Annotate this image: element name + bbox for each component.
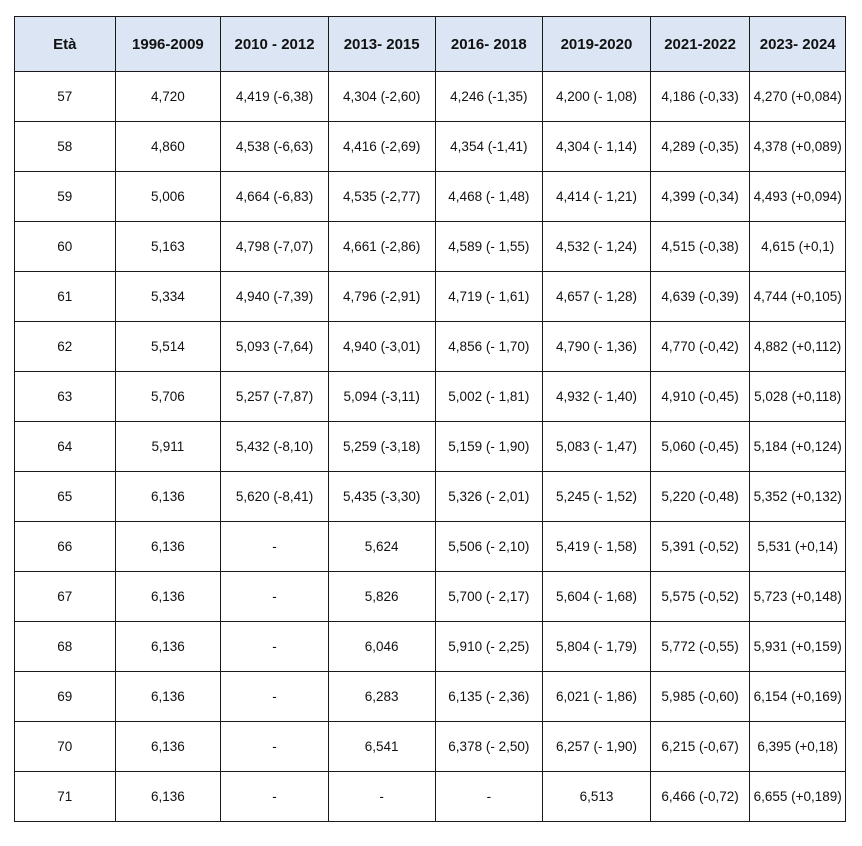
table-row bbox=[15, 722, 846, 772]
coefficient-cell: 5,432 (-8,10) bbox=[221, 422, 329, 472]
age-cell: 67 bbox=[15, 572, 116, 622]
table-row bbox=[15, 72, 846, 122]
coefficient-cell: - bbox=[221, 672, 329, 722]
coefficient-cell: - bbox=[328, 772, 435, 822]
coefficient-cell: 6,136 bbox=[115, 572, 221, 622]
header-eta: Età bbox=[15, 17, 116, 72]
coefficient-cell: 4,304 (- 1,14) bbox=[543, 122, 651, 172]
coefficient-cell: 6,154 (+0,169) bbox=[750, 672, 846, 722]
coefficient-cell: 4,399 (-0,34) bbox=[650, 172, 750, 222]
coefficient-cell: 4,354 (-1,41) bbox=[435, 122, 543, 172]
table-row bbox=[15, 672, 846, 722]
header-row bbox=[15, 17, 846, 72]
coefficient-cell: - bbox=[221, 522, 329, 572]
coefficient-cell: 5,804 (- 1,79) bbox=[543, 622, 651, 672]
coefficient-cell: 6,136 bbox=[115, 472, 221, 522]
coefficient-cell: 6,395 (+0,18) bbox=[750, 722, 846, 772]
coefficient-cell: 4,639 (-0,39) bbox=[650, 272, 750, 322]
coefficient-cell: 5,419 (- 1,58) bbox=[543, 522, 651, 572]
coefficient-cell: 4,661 (-2,86) bbox=[328, 222, 435, 272]
coefficient-cell: 5,259 (-3,18) bbox=[328, 422, 435, 472]
age-cell: 66 bbox=[15, 522, 116, 572]
coefficient-cell: 4,414 (- 1,21) bbox=[543, 172, 651, 222]
age-cell: 58 bbox=[15, 122, 116, 172]
age-cell: 57 bbox=[15, 72, 116, 122]
coefficient-cell: 5,093 (-7,64) bbox=[221, 322, 329, 372]
coefficient-cell: 5,083 (- 1,47) bbox=[543, 422, 651, 472]
coefficient-cell: 5,604 (- 1,68) bbox=[543, 572, 651, 622]
table-row bbox=[15, 172, 846, 222]
table-row bbox=[15, 572, 846, 622]
header-period-2021-2022: 2021-2022 bbox=[650, 17, 750, 72]
coefficient-cell: 4,378 (+0,089) bbox=[750, 122, 846, 172]
coefficient-cell: 5,435 (-3,30) bbox=[328, 472, 435, 522]
age-cell: 64 bbox=[15, 422, 116, 472]
coefficient-cell: 4,270 (+0,084) bbox=[750, 72, 846, 122]
coefficient-cell: 5,352 (+0,132) bbox=[750, 472, 846, 522]
table-row bbox=[15, 322, 846, 372]
coefficient-cell: 5,723 (+0,148) bbox=[750, 572, 846, 622]
table-row bbox=[15, 372, 846, 422]
coefficient-cell: 5,911 bbox=[115, 422, 221, 472]
coefficient-cell: 4,419 (-6,38) bbox=[221, 72, 329, 122]
coefficient-cell: 5,772 (-0,55) bbox=[650, 622, 750, 672]
coefficient-cell: 5,826 bbox=[328, 572, 435, 622]
age-cell: 68 bbox=[15, 622, 116, 672]
coefficient-cell: 5,506 (- 2,10) bbox=[435, 522, 543, 572]
coefficient-cell: 4,720 bbox=[115, 72, 221, 122]
coefficient-cell: 6,541 bbox=[328, 722, 435, 772]
coefficient-cell: 4,289 (-0,35) bbox=[650, 122, 750, 172]
coefficient-cell: 5,575 (-0,52) bbox=[650, 572, 750, 622]
coefficient-cell: 6,378 (- 2,50) bbox=[435, 722, 543, 772]
coefficient-cell: 5,094 (-3,11) bbox=[328, 372, 435, 422]
coefficient-cell: 6,466 (-0,72) bbox=[650, 772, 750, 822]
coefficient-cell: 5,910 (- 2,25) bbox=[435, 622, 543, 672]
coefficient-cell: 4,770 (-0,42) bbox=[650, 322, 750, 372]
coefficient-cell: - bbox=[435, 772, 543, 822]
coefficient-cell: 4,860 bbox=[115, 122, 221, 172]
coefficient-cell: 5,006 bbox=[115, 172, 221, 222]
coefficient-cell: 5,531 (+0,14) bbox=[750, 522, 846, 572]
age-cell: 69 bbox=[15, 672, 116, 722]
coefficient-cell: 6,283 bbox=[328, 672, 435, 722]
coefficient-cell: 4,719 (- 1,61) bbox=[435, 272, 543, 322]
table-row bbox=[15, 522, 846, 572]
coefficient-cell: 4,246 (-1,35) bbox=[435, 72, 543, 122]
table-row bbox=[15, 222, 846, 272]
coefficient-cell: 4,200 (- 1,08) bbox=[543, 72, 651, 122]
coefficient-cell: 6,136 bbox=[115, 622, 221, 672]
coefficient-cell: 4,940 (-3,01) bbox=[328, 322, 435, 372]
coefficient-cell: 5,326 (- 2,01) bbox=[435, 472, 543, 522]
coefficient-cell: 6,136 bbox=[115, 672, 221, 722]
coefficient-cell: 4,856 (- 1,70) bbox=[435, 322, 543, 372]
header-period-2010-2012: 2010 - 2012 bbox=[221, 17, 329, 72]
coefficient-cell: 5,060 (-0,45) bbox=[650, 422, 750, 472]
coefficients-table bbox=[14, 16, 846, 822]
header-period-1996-2009: 1996-2009 bbox=[115, 17, 221, 72]
coefficient-cell: 4,515 (-0,38) bbox=[650, 222, 750, 272]
coefficient-cell: 4,798 (-7,07) bbox=[221, 222, 329, 272]
age-cell: 62 bbox=[15, 322, 116, 372]
coefficient-cell: 4,882 (+0,112) bbox=[750, 322, 846, 372]
coefficient-cell: 4,790 (- 1,36) bbox=[543, 322, 651, 372]
coefficient-cell: 4,796 (-2,91) bbox=[328, 272, 435, 322]
coefficient-cell: 5,620 (-8,41) bbox=[221, 472, 329, 522]
table-row bbox=[15, 622, 846, 672]
coefficient-cell: 6,655 (+0,189) bbox=[750, 772, 846, 822]
table-row bbox=[15, 272, 846, 322]
table-body bbox=[15, 72, 846, 822]
coefficient-cell: - bbox=[221, 622, 329, 672]
header-period-2023-2024: 2023- 2024 bbox=[750, 17, 846, 72]
coefficient-cell: 4,744 (+0,105) bbox=[750, 272, 846, 322]
coefficient-cell: 6,257 (- 1,90) bbox=[543, 722, 651, 772]
coefficient-cell: 4,538 (-6,63) bbox=[221, 122, 329, 172]
coefficient-cell: 5,514 bbox=[115, 322, 221, 372]
coefficient-cell: 4,910 (-0,45) bbox=[650, 372, 750, 422]
coefficient-cell: - bbox=[221, 772, 329, 822]
coefficient-cell: 4,589 (- 1,55) bbox=[435, 222, 543, 272]
age-cell: 59 bbox=[15, 172, 116, 222]
coefficient-cell: 4,657 (- 1,28) bbox=[543, 272, 651, 322]
coefficient-cell: 4,615 (+0,1) bbox=[750, 222, 846, 272]
coefficient-cell: 5,257 (-7,87) bbox=[221, 372, 329, 422]
coefficient-cell: 6,136 bbox=[115, 522, 221, 572]
coefficient-cell: 5,700 (- 2,17) bbox=[435, 572, 543, 622]
coefficient-cell: 4,932 (- 1,40) bbox=[543, 372, 651, 422]
coefficient-cell: 6,136 bbox=[115, 722, 221, 772]
header-period-2019-2020: 2019-2020 bbox=[543, 17, 651, 72]
coefficient-cell: - bbox=[221, 722, 329, 772]
coefficient-cell: 5,391 (-0,52) bbox=[650, 522, 750, 572]
age-cell: 63 bbox=[15, 372, 116, 422]
coefficient-cell: 5,184 (+0,124) bbox=[750, 422, 846, 472]
coefficient-cell: 5,931 (+0,159) bbox=[750, 622, 846, 672]
coefficient-cell: - bbox=[221, 572, 329, 622]
coefficient-cell: 4,304 (-2,60) bbox=[328, 72, 435, 122]
coefficient-cell: 6,046 bbox=[328, 622, 435, 672]
coefficient-cell: 5,163 bbox=[115, 222, 221, 272]
coefficient-cell: 6,215 (-0,67) bbox=[650, 722, 750, 772]
coefficient-cell: 5,624 bbox=[328, 522, 435, 572]
coefficient-cell: 4,532 (- 1,24) bbox=[543, 222, 651, 272]
coefficient-cell: 6,021 (- 1,86) bbox=[543, 672, 651, 722]
table-row bbox=[15, 472, 846, 522]
age-cell: 65 bbox=[15, 472, 116, 522]
age-cell: 61 bbox=[15, 272, 116, 322]
coefficient-cell: 4,468 (- 1,48) bbox=[435, 172, 543, 222]
table-row bbox=[15, 772, 846, 822]
table-row bbox=[15, 422, 846, 472]
table-row bbox=[15, 122, 846, 172]
coefficient-cell: 5,985 (-0,60) bbox=[650, 672, 750, 722]
coefficient-cell: 5,334 bbox=[115, 272, 221, 322]
age-cell: 60 bbox=[15, 222, 116, 272]
coefficient-cell: 5,002 (- 1,81) bbox=[435, 372, 543, 422]
coefficient-cell: 4,493 (+0,094) bbox=[750, 172, 846, 222]
coefficient-cell: 4,186 (-0,33) bbox=[650, 72, 750, 122]
table-header bbox=[15, 17, 846, 72]
coefficient-cell: 4,416 (-2,69) bbox=[328, 122, 435, 172]
coefficient-cell: 6,513 bbox=[543, 772, 651, 822]
coefficient-cell: 4,664 (-6,83) bbox=[221, 172, 329, 222]
coefficient-cell: 5,220 (-0,48) bbox=[650, 472, 750, 522]
coefficient-cell: 5,245 (- 1,52) bbox=[543, 472, 651, 522]
coefficient-cell: 5,028 (+0,118) bbox=[750, 372, 846, 422]
header-period-2013-2015: 2013- 2015 bbox=[328, 17, 435, 72]
coefficient-cell: 6,136 bbox=[115, 772, 221, 822]
coefficient-cell: 4,535 (-2,77) bbox=[328, 172, 435, 222]
age-cell: 71 bbox=[15, 772, 116, 822]
header-period-2016-2018: 2016- 2018 bbox=[435, 17, 543, 72]
coefficient-cell: 5,159 (- 1,90) bbox=[435, 422, 543, 472]
coefficient-cell: 6,135 (- 2,36) bbox=[435, 672, 543, 722]
coefficient-cell: 5,706 bbox=[115, 372, 221, 422]
age-cell: 70 bbox=[15, 722, 116, 772]
coefficient-cell: 4,940 (-7,39) bbox=[221, 272, 329, 322]
